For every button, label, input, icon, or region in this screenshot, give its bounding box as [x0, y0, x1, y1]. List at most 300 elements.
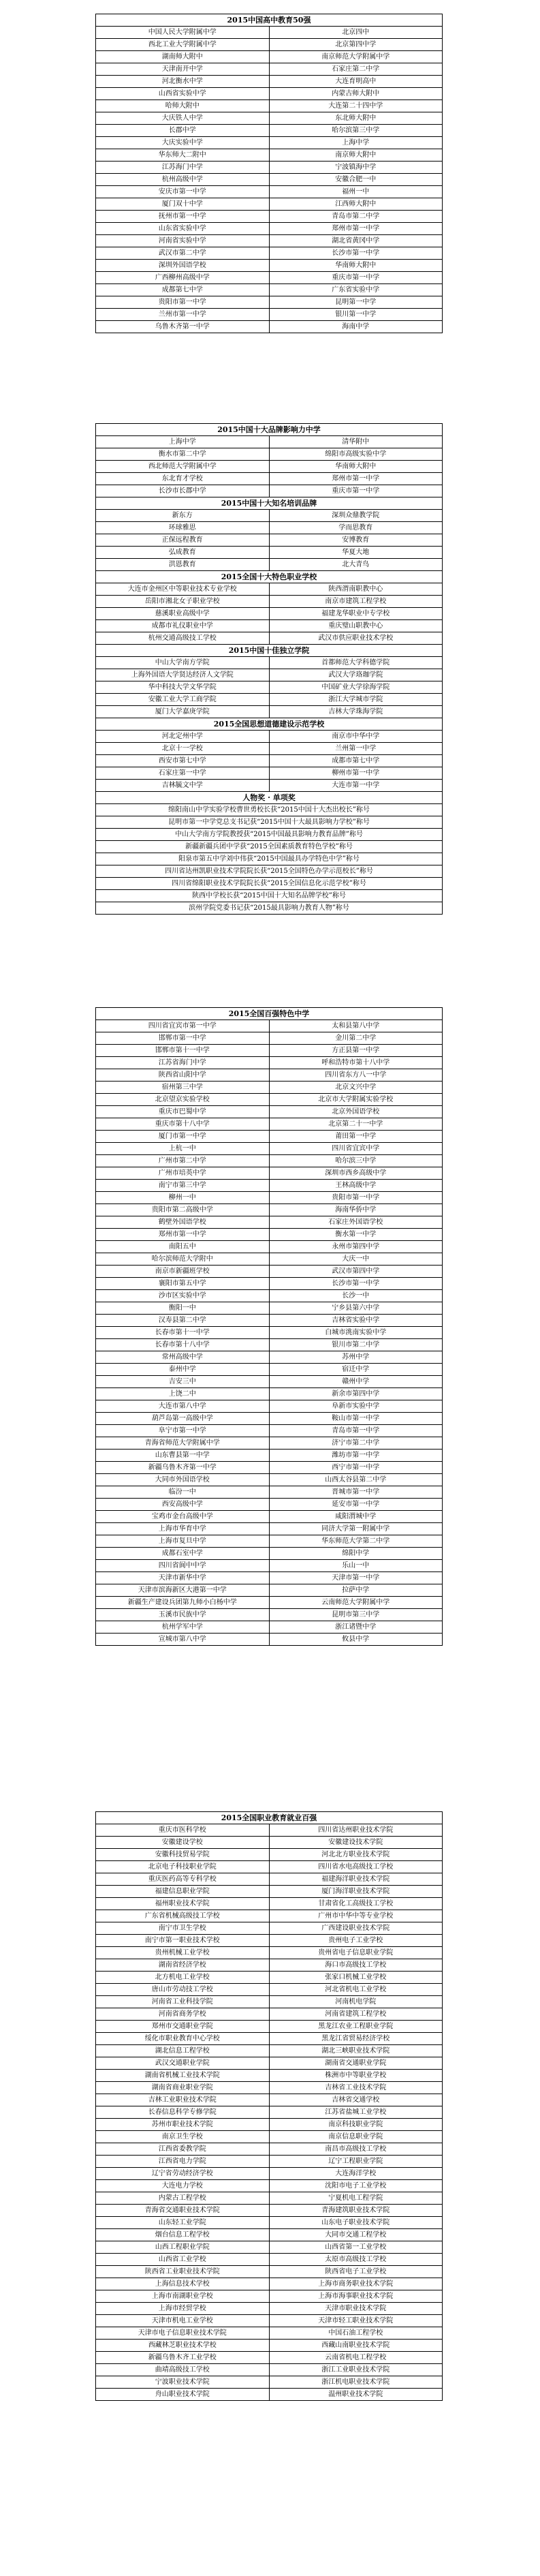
school-cell-right: 咸阳渭城中学 [335, 1513, 377, 1520]
table-row [96, 2352, 442, 2364]
table-row [96, 2094, 442, 2106]
school-cell-right: 深圳市西乡高级中学 [325, 1169, 387, 1177]
school-cell-left: 环球雅思 [96, 522, 270, 534]
school-cell-left: 福建信息职业学院 [96, 1886, 270, 1897]
table-row [96, 1045, 442, 1057]
school-cell-right: 长沙一中 [342, 1292, 370, 1300]
school-cell-right: 河南机电学院 [335, 1998, 377, 2006]
school-cell-left: 重庆市巴蜀中学 [96, 1106, 270, 1118]
school-cell-left: 天津市电子信息职业技术学院 [96, 2327, 270, 2339]
school-cell-left: 南京市新疆班学校 [96, 1266, 270, 1277]
table-row [96, 1057, 442, 1069]
table-body [96, 436, 442, 497]
school-cell-right: 首都师范大学科德学院 [321, 659, 390, 666]
school-cell-left: 常州高级中学 [96, 1351, 270, 1363]
school-cell-right: 金川第二中学 [335, 1034, 377, 1042]
school-cell-right: 华夏大地 [342, 549, 370, 556]
school-cell-left: 大同市外国语学校 [96, 1474, 270, 1486]
school-cell-left: 洪恩教育 [96, 559, 270, 570]
table-row [96, 1143, 442, 1155]
table-row [96, 198, 442, 211]
table-row [96, 223, 442, 235]
school-cell-right: 北大青鸟 [342, 561, 370, 568]
table-row [96, 1167, 442, 1180]
table-row [96, 137, 442, 149]
school-cell-right: 宁夏机电工程学院 [328, 2194, 383, 2202]
table-row [96, 522, 442, 534]
school-cell-left: 大庆铁人中学 [96, 112, 270, 124]
school-cell-left: 青海省交通职业技术学院 [96, 2205, 270, 2216]
school-cell-right: 黑龙江省贸易经济学校 [321, 2035, 390, 2042]
school-cell-right: 东北师大附中 [335, 114, 377, 122]
school-cell-left: 长沙市长郡中学 [96, 485, 270, 497]
school-cell-left: 上海市华育中学 [96, 1523, 270, 1535]
school-cell-right: 温州职业技术学院 [328, 2391, 383, 2398]
table-row [96, 2021, 442, 2033]
school-cell-right: 绵阳市高级实验中学 [325, 450, 387, 458]
table-row [96, 260, 442, 272]
table-row [96, 694, 442, 706]
school-cell-right: 河北省机电工业学校 [325, 1986, 387, 1993]
table-row [96, 1094, 442, 1106]
school-cell-right: 四川省水电高级技工学校 [318, 1863, 394, 1871]
table-row [96, 88, 442, 100]
school-cell-left: 辽宁省劳动经济学校 [96, 2168, 270, 2179]
school-cell-left: 重庆医药高等专科学校 [96, 1873, 270, 1885]
school-cell-left: 上海外国语大学贤达经济人文学院 [96, 669, 270, 681]
school-cell-right: 华南师大附中 [335, 463, 377, 470]
school-cell-left: 郑州市第一中学 [96, 1229, 270, 1240]
table-body [96, 510, 442, 570]
table-body [96, 583, 442, 644]
table-row [96, 1278, 442, 1290]
school-cell-left: 西北工业大学附属中学 [96, 39, 270, 50]
school-cell-right: 湖北三峡职业技术学院 [321, 2047, 390, 2055]
table-row [96, 296, 442, 309]
school-cell-right: 南京师范大学附属中学 [321, 53, 390, 61]
table-row [96, 1376, 442, 1388]
school-cell-left: 宿州第三中学 [96, 1082, 270, 1093]
school-cell-left: 北京十一学校 [96, 743, 270, 754]
table-row [96, 1486, 442, 1499]
award-item: 中山大学南方学院教授获“2015中国最具影响力教育品牌”称号 [96, 829, 442, 841]
school-cell-right: 宁乡县第六中学 [332, 1304, 380, 1312]
school-cell-left: 南宁市第三中学 [96, 1180, 270, 1191]
school-cell-right: 南昌市高级技工学校 [325, 2145, 387, 2153]
school-cell-left: 广州市第二中学 [96, 1155, 270, 1167]
school-cell-right: 上海市商务职业技术学院 [318, 2280, 394, 2288]
table-row [96, 2131, 442, 2143]
table-row [96, 2364, 442, 2376]
school-cell-right: 宁波镇海中学 [335, 164, 377, 171]
table-row [96, 1192, 442, 1204]
table-body [96, 657, 442, 718]
school-cell-right: 南京师大附中 [335, 151, 377, 159]
school-cell-right: 北京外国语学校 [332, 1108, 380, 1116]
section-title: 2015全国十大特色职业学校 [96, 570, 442, 583]
school-cell-left: 中国人民大学附属中学 [96, 27, 270, 38]
school-cell-right: 云南师范大学附属中学 [321, 1599, 390, 1606]
school-cell-right: 内蒙古师大附中 [332, 90, 380, 97]
school-cell-right: 四川省达州职业技术学院 [318, 1826, 394, 1834]
school-cell-left: 厦门市第一中学 [96, 1131, 270, 1142]
school-cell-right: 湖南省交通职业学院 [325, 2059, 387, 2067]
school-cell-left: 郑州市交通职业学院 [96, 2021, 270, 2032]
school-cell-right: 北京四中 [342, 29, 370, 36]
table-row [96, 1388, 442, 1400]
section-title: 2015中国十佳独立学院 [96, 644, 442, 657]
school-cell-right: 攸县中学 [342, 1636, 370, 1643]
table-row [96, 1499, 442, 1511]
table-row [96, 1425, 442, 1437]
school-cell-left: 大连市第八中学 [96, 1400, 270, 1412]
table-row [96, 1910, 442, 1922]
table-title: 2015全国职业教育就业百强 [96, 1812, 442, 1824]
school-cell-right: 大同市交通工程学校 [325, 2231, 387, 2239]
school-cell-right: 新余市第四中学 [332, 1390, 380, 1398]
school-cell-left: 江苏省海门中学 [96, 1057, 270, 1069]
table-row [96, 2303, 442, 2315]
table-row [96, 706, 442, 718]
school-cell-right: 南京科技职业学院 [328, 2121, 383, 2128]
school-cell-right: 拉萨中学 [342, 1586, 370, 1594]
school-cell-right: 西宁市第一中学 [332, 1464, 380, 1471]
school-cell-right: 江苏省盐城工业学校 [325, 2109, 387, 2116]
table-row [96, 1584, 442, 1597]
table-row [96, 2205, 442, 2217]
table-row [96, 2254, 442, 2266]
award-item: 昆明市第一中学党总支书记获“2015中国十大最具影响力学校”称号 [96, 816, 442, 829]
school-cell-right: 长沙市第一中学 [332, 249, 380, 257]
school-cell-right: 湖北省黄冈中学 [332, 237, 380, 245]
school-cell-right: 赣州中学 [342, 1378, 370, 1385]
table-row [96, 473, 442, 485]
school-cell-left: 湖南省机械工业技术学院 [96, 2070, 270, 2081]
school-cell-left: 新东方 [96, 510, 270, 521]
school-cell-left: 河北定州中学 [96, 731, 270, 742]
table-row [96, 1131, 442, 1143]
school-cell-right: 云南省机电工程学校 [325, 2354, 387, 2361]
table-vocational-employment-top100 [95, 1811, 443, 2401]
table-row [96, 2082, 442, 2094]
school-cell-left: 上海市经贸学校 [96, 2303, 270, 2314]
table-row [96, 211, 442, 223]
school-cell-left: 安徽工业大学工商学院 [96, 694, 270, 705]
table-row [96, 755, 442, 767]
school-cell-left: 乌鲁木齐第一中学 [96, 321, 270, 333]
table-row [96, 1462, 442, 1474]
school-cell-right: 北京市大学附属实验学校 [318, 1096, 394, 1103]
school-cell-right: 大连第二十四中学 [328, 102, 383, 110]
school-cell-left: 曲靖高级技工学校 [96, 2364, 270, 2376]
school-cell-left: 泰州中学 [96, 1364, 270, 1375]
table-row [96, 1315, 442, 1327]
table-row [96, 2315, 442, 2327]
table-row [96, 1069, 442, 1082]
table-row [96, 1253, 442, 1266]
school-cell-right: 长沙市第一中学 [332, 1280, 380, 1287]
school-cell-left: 江苏海门中学 [96, 162, 270, 173]
table-row [96, 149, 442, 162]
school-cell-left: 上海信息技术学校 [96, 2278, 270, 2290]
table-row [96, 1873, 442, 1886]
school-cell-left: 成都石室中学 [96, 1548, 270, 1559]
school-cell-left: 湖北信息工程学校 [96, 2045, 270, 2057]
table-row [96, 448, 442, 461]
school-cell-left: 长春信息科学专修学院 [96, 2106, 270, 2118]
school-cell-right: 昆明市第三中学 [332, 1611, 380, 1619]
school-cell-left: 安庆市第一中学 [96, 186, 270, 198]
table-row [96, 2290, 442, 2303]
table-row [96, 1474, 442, 1486]
table-row [96, 1984, 442, 1996]
school-cell-right: 江西师大附中 [335, 200, 377, 208]
table-body [96, 1824, 442, 2400]
school-cell-left: 哈尔滨师范大学附中 [96, 1253, 270, 1265]
school-cell-left: 新疆乌鲁木齐第一中学 [96, 1462, 270, 1473]
school-cell-left: 山西省实验中学 [96, 88, 270, 99]
school-cell-right: 青岛市第一中学 [332, 1427, 380, 1435]
table-row [96, 1898, 442, 1910]
school-cell-left: 西藏林芝职业技术学校 [96, 2340, 270, 2351]
table-row [96, 2180, 442, 2192]
table-row [96, 162, 442, 174]
table-row [96, 284, 442, 296]
table-row [96, 1996, 442, 2008]
school-cell-left: 山西工程职业学院 [96, 2241, 270, 2253]
school-cell-left: 石家庄第一中学 [96, 767, 270, 779]
school-cell-right: 天津市轻工职业技术学院 [318, 2317, 394, 2325]
school-cell-right: 浙江大学城市学院 [328, 696, 383, 703]
school-cell-right: 太原市高级技工学校 [325, 2256, 387, 2263]
school-cell-left: 阜宁市第一中学 [96, 1425, 270, 1437]
school-cell-left: 北京望京实验学校 [96, 1094, 270, 1105]
school-cell-right: 浙江机电职业技术学院 [321, 2378, 390, 2386]
table-row [96, 235, 442, 247]
school-cell-right: 南京信息职业学院 [328, 2133, 383, 2141]
school-cell-right: 南京市建筑工程学校 [325, 598, 387, 605]
school-cell-left: 厦门双十中学 [96, 198, 270, 210]
table-row [96, 309, 442, 321]
table-row [96, 1266, 442, 1278]
school-cell-left: 重庆市医科学校 [96, 1824, 270, 1836]
table-row [96, 51, 442, 63]
table-row [96, 1216, 442, 1229]
school-cell-right: 厦门海洋职业技术学院 [321, 1888, 390, 1895]
school-cell-left: 福州职业技术学院 [96, 1898, 270, 1910]
table-row [96, 1935, 442, 1947]
school-cell-left: 江西省委教学院 [96, 2143, 270, 2155]
table-row [96, 1548, 442, 1560]
school-cell-left: 上饶二中 [96, 1388, 270, 1400]
school-cell-left: 西安高级中学 [96, 1499, 270, 1510]
table-title: 2015中国高中教育50强 [96, 14, 442, 27]
school-cell-left: 长春市第十一中学 [96, 1327, 270, 1338]
school-cell-right: 安徽合肥一中 [335, 176, 377, 183]
school-cell-right: 上海市海事职业技术学院 [318, 2293, 394, 2300]
table-row [96, 272, 442, 284]
award-item: 陕西中学校长获“2015中国十大知名品牌学校”称号 [96, 890, 442, 902]
school-cell-right: 海南华侨中学 [335, 1206, 377, 1214]
school-cell-right: 天津市第一中学 [332, 1574, 380, 1582]
table-row [96, 1364, 442, 1376]
school-cell-right: 宿迁中学 [342, 1366, 370, 1373]
school-cell-left: 广西柳州高级中学 [96, 272, 270, 283]
school-cell-right: 武汉市第四中学 [332, 1268, 380, 1275]
table-row [96, 510, 442, 522]
school-cell-left: 河南省商务学校 [96, 2008, 270, 2020]
school-cell-left: 弘成教育 [96, 547, 270, 558]
school-cell-right: 山西太谷县第二中学 [325, 1476, 387, 1484]
school-cell-left: 汉寿县第二中学 [96, 1315, 270, 1326]
table-row [96, 1351, 442, 1364]
table-row [96, 76, 442, 88]
table-row [96, 174, 442, 186]
school-cell-left: 四川省阆中中学 [96, 1560, 270, 1571]
school-cell-left: 武汉交通职业学院 [96, 2057, 270, 2069]
table-row [96, 1450, 442, 1462]
school-cell-right: 莆田第一中学 [335, 1133, 377, 1140]
school-cell-left: 华中科技大学文华学院 [96, 681, 270, 693]
table-row [96, 63, 442, 76]
table-row [96, 2143, 442, 2156]
school-cell-left: 岳阳市湘北女子职业学校 [96, 596, 270, 607]
school-cell-left: 天津市滨海新区大港第一中学 [96, 1584, 270, 1596]
table-row [96, 1609, 442, 1621]
school-cell-left: 江西省电力学院 [96, 2156, 270, 2167]
school-cell-left: 深圳外国语学校 [96, 260, 270, 271]
school-cell-right: 四川省东方八一中学 [325, 1071, 387, 1079]
school-cell-left: 山东轻工业学院 [96, 2217, 270, 2228]
school-cell-left: 玉溪市民族中学 [96, 1609, 270, 1621]
table-row [96, 2327, 442, 2340]
table-row [96, 2266, 442, 2278]
school-cell-left: 广州市培英中学 [96, 1167, 270, 1179]
table-row [96, 1118, 442, 1131]
school-cell-left: 陕西省山阳中学 [96, 1069, 270, 1081]
table-row [96, 1861, 442, 1873]
school-cell-left: 大连电力学校 [96, 2180, 270, 2192]
school-cell-right: 山西省第一工业学校 [325, 2243, 387, 2251]
school-cell-right: 柳州市第一中学 [332, 769, 380, 777]
school-cell-left: 南宁市第一职业技术学校 [96, 1935, 270, 1946]
school-cell-right: 衡水第一中学 [335, 1231, 377, 1238]
school-cell-right: 鞍山市第一中学 [332, 1415, 380, 1422]
table-row [96, 2241, 442, 2254]
section-title: 2015全国思想道德建设示范学校 [96, 718, 442, 731]
school-cell-left: 抚州市第一中学 [96, 211, 270, 222]
table-row [96, 2119, 442, 2131]
table-row [96, 2070, 442, 2082]
school-cell-right: 哈尔滨三中学 [335, 1157, 377, 1165]
table-row [96, 608, 442, 620]
school-cell-right: 同济大学第一附属中学 [321, 1525, 390, 1533]
school-cell-left: 杭州交通高级技工学校 [96, 632, 270, 644]
table-body [96, 731, 442, 791]
school-cell-left: 安徽建设学校 [96, 1837, 270, 1848]
school-cell-right: 浙江工业职业技术学院 [321, 2366, 390, 2374]
table-row [96, 1959, 442, 1972]
school-cell-left: 广东省机械高级技工学校 [96, 1910, 270, 1922]
school-cell-right: 学而思教育 [338, 524, 373, 532]
school-cell-right: 永州市第四中学 [332, 1243, 380, 1251]
school-cell-left: 鹤壁外国语学校 [96, 1216, 270, 1228]
table-row [96, 125, 442, 137]
award-item: 阳泉市第五中学刘中伟获“2015中国最具办学特色中学”称号 [96, 853, 442, 865]
table-awards [95, 423, 443, 915]
school-cell-right: 吉林大学珠海学院 [328, 708, 383, 716]
table-row [96, 1413, 442, 1425]
section-title: 人物奖 · 单项奖 [96, 791, 442, 804]
school-cell-left: 柳州一中 [96, 1192, 270, 1203]
award-item: 四川省绵阳职业技术学院院长获“2015全国信息化示范学校”称号 [96, 878, 442, 890]
school-cell-left: 襄阳市第五中学 [96, 1278, 270, 1289]
school-cell-right: 广西建设职业技术学院 [321, 1925, 390, 1932]
school-cell-left: 吉林毓文中学 [96, 780, 270, 791]
school-cell-right: 成都市第七中学 [332, 757, 380, 765]
school-cell-left: 吉安三中 [96, 1376, 270, 1387]
school-cell-left: 衡水市第二中学 [96, 448, 270, 460]
school-cell-left: 河南省工业科技学院 [96, 1996, 270, 2008]
table-row [96, 657, 442, 669]
table-top50-high-schools [95, 14, 443, 333]
school-cell-right: 福建龙华职业中专学校 [321, 610, 390, 617]
school-cell-left: 葫芦岛第一高级中学 [96, 1413, 270, 1424]
school-cell-right: 广东省实验中学 [332, 286, 380, 294]
table-row [96, 1180, 442, 1192]
school-cell-left: 哈师大附中 [96, 100, 270, 112]
school-cell-left: 沙市区实验中学 [96, 1290, 270, 1302]
school-cell-right: 天津市职业技术学院 [325, 2305, 387, 2312]
table-title: 2015全国百强特色中学 [96, 1008, 442, 1020]
table-row [96, 461, 442, 473]
table-row [96, 731, 442, 743]
school-cell-left: 南京卫生学校 [96, 2131, 270, 2143]
table-row [96, 321, 442, 333]
school-cell-right: 吉林省交通学校 [332, 2096, 380, 2104]
school-cell-right: 苏州中学 [342, 1353, 370, 1361]
school-cell-left: 正保远程教育 [96, 534, 270, 546]
school-cell-right: 株洲市中等职业学校 [325, 2072, 387, 2079]
school-cell-left: 天津南开中学 [96, 63, 270, 75]
award-item: 四川省达州凯职业技术学院院长获“2015全国特色办学示范校长”称号 [96, 865, 442, 878]
table-row [96, 1922, 442, 1935]
school-cell-right: 安博教育 [342, 536, 370, 544]
school-cell-right: 海口市高级技工学校 [325, 1961, 387, 1969]
table-row [96, 1302, 442, 1315]
school-cell-left: 上海中学 [96, 436, 270, 448]
school-cell-right: 四川省宜宾中学 [332, 1145, 380, 1152]
school-cell-left: 慈溪职业高级中学 [96, 608, 270, 619]
school-cell-left: 苏州市职业技术学院 [96, 2119, 270, 2130]
school-cell-right: 潍坊市第一中学 [332, 1452, 380, 1459]
school-cell-right: 陕西省电子工业学校 [325, 2268, 387, 2275]
table-row [96, 780, 442, 791]
table-row [96, 669, 442, 681]
school-cell-right: 广州市中华中等专业学校 [318, 1912, 394, 1920]
school-cell-right: 延安市第一中学 [332, 1501, 380, 1508]
school-cell-right: 绵阳中学 [342, 1550, 370, 1557]
table-row [96, 112, 442, 125]
school-cell-right: 兰州第一中学 [335, 745, 377, 752]
school-cell-left: 天津市新华中学 [96, 1572, 270, 1584]
school-cell-right: 海南中学 [342, 323, 370, 331]
table-row [96, 1886, 442, 1898]
school-cell-left: 东北育才学校 [96, 473, 270, 485]
school-cell-left: 宣城市第八中学 [96, 1634, 270, 1645]
school-cell-left: 贵州机械工业学校 [96, 1947, 270, 1959]
school-cell-left: 华东师大二附中 [96, 149, 270, 161]
